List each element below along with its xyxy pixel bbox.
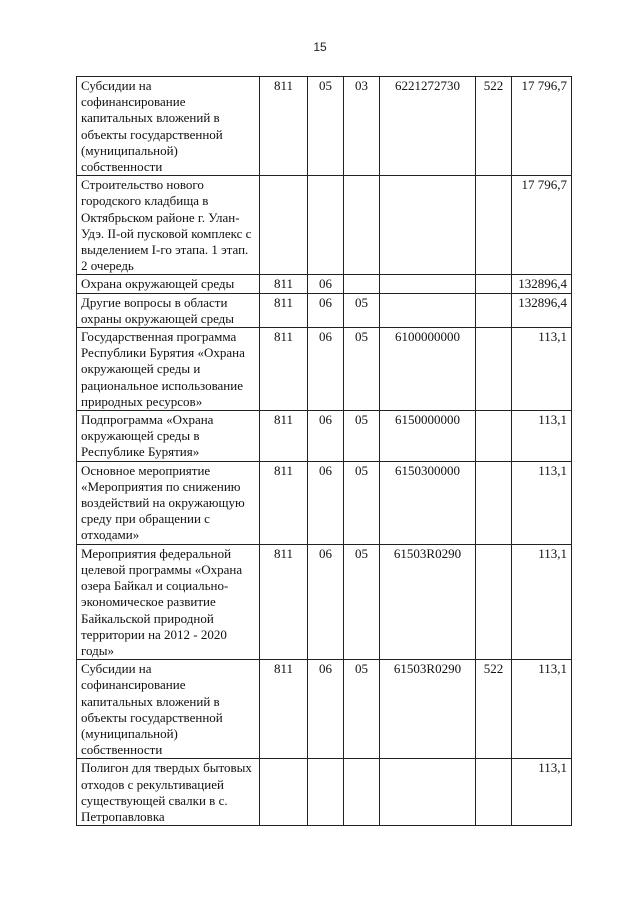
section-code-cell: 06	[308, 544, 344, 659]
table-row	[77, 293, 572, 327]
ministry-code-cell: 811	[260, 544, 308, 659]
expense-type-code-cell	[476, 176, 512, 275]
item-name-cell: Подпрограмма «Охрана окружающей среды в Республике Бурятия»	[77, 411, 260, 462]
item-name-cell: Субсидии на софинансирование капитальных вложений в объекты государственной (муниципальной) собственности	[77, 660, 260, 759]
target-article-code-cell: 61503R0290	[380, 660, 476, 759]
subsection-code-cell	[344, 176, 380, 275]
table-row	[77, 544, 572, 659]
expense-type-code-cell: 522	[476, 660, 512, 759]
amount-cell: 113,1	[512, 660, 572, 759]
item-name-cell: Государственная программа Республики Бурятия «Охрана окружающей среды и рациональное использование природных ресурсов»	[77, 328, 260, 411]
target-article-code-cell: 6100000000	[380, 328, 476, 411]
amount-cell: 113,1	[512, 411, 572, 462]
ministry-code-cell	[260, 176, 308, 275]
subsection-code-cell: 05	[344, 461, 380, 544]
amount-cell: 132896,4	[512, 293, 572, 327]
table-row	[77, 176, 572, 275]
amount-cell: 113,1	[512, 544, 572, 659]
subsection-code-cell: 05	[344, 411, 380, 462]
target-article-code-cell: 6221272730	[380, 77, 476, 176]
item-name-cell: Субсидии на софинансирование капитальных вложений в объекты государственной (муниципальной) собственности	[77, 77, 260, 176]
ministry-code-cell: 811	[260, 660, 308, 759]
target-article-code-cell	[380, 176, 476, 275]
subsection-code-cell	[344, 275, 380, 293]
table-row	[77, 328, 572, 411]
table-row	[77, 275, 572, 293]
page-number: 15	[313, 40, 327, 54]
expense-type-code-cell	[476, 275, 512, 293]
ministry-code-cell: 811	[260, 328, 308, 411]
table-row	[77, 660, 572, 759]
section-code-cell: 06	[308, 660, 344, 759]
section-code-cell: 06	[308, 275, 344, 293]
ministry-code-cell: 811	[260, 411, 308, 462]
section-code-cell	[308, 759, 344, 826]
target-article-code-cell	[380, 293, 476, 327]
section-code-cell: 06	[308, 328, 344, 411]
amount-cell: 113,1	[512, 759, 572, 826]
item-name-cell: Мероприятия федеральной целевой программы «Охрана озера Байкал и социально-экономическое развитие Байкальской природной территории на 2012 - 2020 годы»	[77, 544, 260, 659]
table-row	[77, 77, 572, 176]
table-row	[77, 411, 572, 462]
item-name-cell: Полигон для твердых бытовых отходов с рекультивацией существующей свалки в с. Петропавловка	[77, 759, 260, 826]
ministry-code-cell: 811	[260, 77, 308, 176]
expense-type-code-cell	[476, 411, 512, 462]
section-code-cell: 06	[308, 411, 344, 462]
expense-type-code-cell: 522	[476, 77, 512, 176]
budget-table-body	[77, 77, 572, 826]
item-name-cell: Строительство нового городского кладбища в Октябрьском районе г. Улан-Удэ. II-ой пусковой комплекс с выделением I-го этапа. 1 этап. 2 очередь	[77, 176, 260, 275]
section-code-cell	[308, 176, 344, 275]
target-article-code-cell	[380, 275, 476, 293]
target-article-code-cell: 6150000000	[380, 411, 476, 462]
subsection-code-cell	[344, 759, 380, 826]
amount-cell: 113,1	[512, 461, 572, 544]
ministry-code-cell: 811	[260, 275, 308, 293]
section-code-cell: 06	[308, 293, 344, 327]
target-article-code-cell: 61503R0290	[380, 544, 476, 659]
target-article-code-cell	[380, 759, 476, 826]
table-row	[77, 461, 572, 544]
section-code-cell: 06	[308, 461, 344, 544]
item-name-cell: Другие вопросы в области охраны окружающей среды	[77, 293, 260, 327]
subsection-code-cell: 05	[344, 293, 380, 327]
expense-type-code-cell	[476, 328, 512, 411]
ministry-code-cell: 811	[260, 461, 308, 544]
section-code-cell: 05	[308, 77, 344, 176]
ministry-code-cell: 811	[260, 293, 308, 327]
ministry-code-cell	[260, 759, 308, 826]
subsection-code-cell: 05	[344, 328, 380, 411]
subsection-code-cell: 05	[344, 544, 380, 659]
subsection-code-cell: 03	[344, 77, 380, 176]
budget-table	[76, 76, 572, 826]
amount-cell: 113,1	[512, 328, 572, 411]
item-name-cell: Охрана окружающей среды	[77, 275, 260, 293]
expense-type-code-cell	[476, 759, 512, 826]
target-article-code-cell: 6150300000	[380, 461, 476, 544]
amount-cell: 17 796,7	[512, 176, 572, 275]
table-row	[77, 759, 572, 826]
subsection-code-cell: 05	[344, 660, 380, 759]
amount-cell: 17 796,7	[512, 77, 572, 176]
amount-cell: 132896,4	[512, 275, 572, 293]
expense-type-code-cell	[476, 461, 512, 544]
expense-type-code-cell	[476, 544, 512, 659]
item-name-cell: Основное мероприятие «Мероприятия по снижению воздействий на окружающую среду при обращении с отходами»	[77, 461, 260, 544]
expense-type-code-cell	[476, 293, 512, 327]
